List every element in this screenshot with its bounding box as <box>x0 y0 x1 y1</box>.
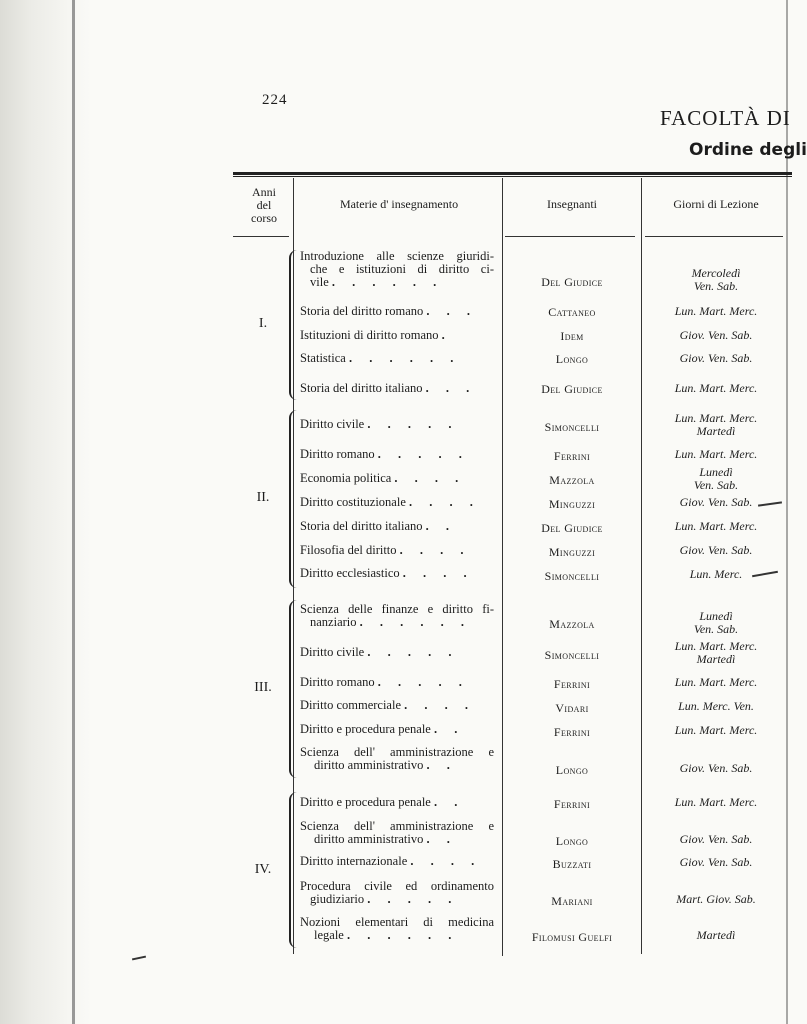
subject-line: giudiziario <box>310 892 365 906</box>
leader-dots: . . . . . <box>377 447 469 461</box>
days-line: Lun. Mart. Merc. <box>674 675 758 689</box>
days-line: Martedì <box>696 928 736 942</box>
subject-cell <box>300 567 494 580</box>
teacher-cell: Longo <box>555 352 589 366</box>
days-cell <box>644 796 788 809</box>
subject-cell <box>300 820 494 846</box>
teacher-cell: Cattaneo <box>548 305 596 319</box>
teacher-cell: Minguzzi <box>548 497 596 511</box>
header-subject: Materie d' insegnamento <box>339 197 459 211</box>
subject-cell <box>300 676 494 689</box>
header-year-line3: corso <box>251 211 277 225</box>
subject-line: che e istituzioni di diritto ci- <box>310 262 494 276</box>
subject-line: Economia politica <box>300 471 392 485</box>
days-cell <box>644 856 788 869</box>
year-brace <box>289 410 297 588</box>
subject-line: Diritto ecclesiastico <box>300 566 400 580</box>
subject-cell <box>300 352 494 365</box>
table-top-rule <box>233 172 792 175</box>
days-line: Giov. Ven. Sab. <box>679 761 753 775</box>
table-top-rule-thin <box>233 176 792 177</box>
days-cell <box>644 893 788 906</box>
leader-dots: . . . . <box>402 566 474 580</box>
subject-cell <box>300 329 494 342</box>
subject-line: Diritto civile <box>300 417 365 431</box>
subject-cell <box>300 880 494 906</box>
days-cell <box>644 724 788 737</box>
days-cell <box>644 676 788 689</box>
leader-dots: . . <box>425 519 457 533</box>
year-brace <box>289 250 297 400</box>
teacher-cell: Del Giudice <box>541 521 603 535</box>
subject-line: Diritto e procedura penale <box>300 722 431 736</box>
days-line: Giov. Ven. Sab. <box>679 832 753 846</box>
days-line: Lun. Mart. Merc. <box>674 795 758 809</box>
page-title: FACOLTÀ DI <box>660 106 791 130</box>
year-label: IV. <box>254 862 272 877</box>
days-line: Giov. Ven. Sab. <box>679 351 753 365</box>
days-line: Giov. Ven. Sab. <box>679 495 753 509</box>
page-number: 224 <box>262 92 288 108</box>
leader-dots: . . . . . <box>367 417 459 431</box>
subject-line: Diritto romano <box>300 447 375 461</box>
header-year <box>236 186 292 225</box>
leader-dots: . . . . <box>409 495 480 509</box>
year-brace <box>289 792 297 948</box>
days-line: Giov. Ven. Sab. <box>679 543 753 557</box>
days-line: Lun. Mart. Merc. <box>674 447 758 461</box>
teacher-cell: Ferrini <box>553 677 591 691</box>
subject-line: Statistica <box>300 351 346 365</box>
days-line: Lun. Mart. Merc. <box>674 304 758 318</box>
leader-dots: . . . . . . <box>359 615 472 629</box>
teacher-cell: Longo <box>555 763 589 777</box>
subject-line: Nozioni elementari di medicina <box>300 915 494 929</box>
teacher-cell: Simoncelli <box>544 648 600 662</box>
days-line: Lun. Merc. Ven. <box>678 699 754 713</box>
days-cell <box>644 929 788 942</box>
header-underline-year <box>233 236 289 237</box>
days-line: Ven. Sab. <box>693 622 739 636</box>
column-divider-subject <box>502 178 503 956</box>
scan-mark <box>132 956 146 961</box>
days-line: Lun. Mart. Merc. <box>674 639 758 653</box>
header-underline-days <box>645 236 783 237</box>
leader-dots: . <box>441 328 452 342</box>
subject-line: Diritto e procedura penale <box>300 795 431 809</box>
subject-cell <box>300 916 494 942</box>
days-line: Martedì <box>696 424 736 438</box>
teacher-cell: Mariani <box>551 894 593 908</box>
leader-dots: . . . . <box>404 698 476 712</box>
header-days: Giorni di Lezione <box>673 197 759 211</box>
days-line: Giov. Ven. Sab. <box>679 855 753 869</box>
leader-dots: . . <box>426 758 457 772</box>
days-cell <box>644 640 788 666</box>
days-line: Mercoledì <box>691 266 741 280</box>
subject-line: Diritto romano <box>300 675 375 689</box>
days-line: Lunedì <box>699 465 733 479</box>
leader-dots: . . . . <box>399 543 471 557</box>
leader-dots: . . . <box>425 381 477 395</box>
year-brace <box>289 600 297 778</box>
column-divider-teacher <box>641 178 642 954</box>
leader-dots: . . <box>433 722 465 736</box>
subject-cell <box>300 418 494 431</box>
days-cell <box>644 382 788 395</box>
teacher-cell: Ferrini <box>553 725 591 739</box>
subject-line: diritto amministrativo <box>314 832 424 846</box>
days-line: Lun. Mart. Merc. <box>674 381 758 395</box>
teacher-cell: Vidari <box>555 701 589 715</box>
header-year-line1: Anni <box>252 185 276 199</box>
leader-dots: . . . . <box>410 854 482 868</box>
leader-dots: . . . . . <box>367 645 459 659</box>
subject-line: Diritto internazionale <box>300 854 408 868</box>
days-line: Ven. Sab. <box>693 279 739 293</box>
days-cell <box>644 329 788 342</box>
days-cell <box>644 544 788 557</box>
subject-line: Istituzioni di diritto romano <box>300 328 439 342</box>
days-cell <box>644 610 788 636</box>
subject-line: Scienza dell' amministrazione e <box>300 819 494 833</box>
subject-cell <box>300 544 494 557</box>
leader-dots: . . . . . . <box>331 275 444 289</box>
days-cell <box>644 352 788 365</box>
binding-line <box>72 0 75 1024</box>
days-line: Lun. Mart. Merc. <box>674 411 758 425</box>
leader-dots: . . . . . . <box>346 928 459 942</box>
teacher-cell: Ferrini <box>553 449 591 463</box>
subject-cell <box>300 448 494 461</box>
subject-cell <box>300 382 494 395</box>
leader-dots: . . <box>426 832 457 846</box>
teacher-cell: Minguzzi <box>548 545 596 559</box>
subject-line: Diritto costituzionale <box>300 495 406 509</box>
subject-line: Scienza delle finanze e diritto fi- <box>300 602 494 616</box>
days-cell <box>644 448 788 461</box>
teacher-cell: Simoncelli <box>544 420 600 434</box>
subject-line: Procedura civile ed ordinamento <box>300 879 494 893</box>
days-cell <box>644 762 788 775</box>
subject-line: vile <box>310 275 329 289</box>
subject-cell <box>300 250 494 289</box>
subject-line: Storia del diritto romano <box>300 304 424 318</box>
leader-dots: . . . . . <box>377 675 469 689</box>
subject-cell <box>300 646 494 659</box>
leader-dots: . . . <box>426 304 477 318</box>
leader-dots: . . . . <box>394 471 466 485</box>
teacher-cell: Mazzola <box>549 473 595 487</box>
leader-dots: . . <box>433 795 465 809</box>
teacher-cell: Mazzola <box>549 617 595 631</box>
days-line: Martedì <box>696 652 736 666</box>
days-line: Giov. Ven. Sab. <box>679 328 753 342</box>
subject-line: Diritto civile <box>300 645 365 659</box>
days-cell <box>644 305 788 318</box>
subject-cell <box>300 472 494 485</box>
teacher-cell: Filomusi Guelfi <box>531 930 613 944</box>
days-line: Lun. Mart. Merc. <box>674 519 758 533</box>
header-teacher: Insegnanti <box>547 197 597 211</box>
days-line: Mart. Giov. Sab. <box>676 892 756 906</box>
days-cell <box>644 520 788 533</box>
subject-line: Introduzione alle scienze giuridi- <box>300 249 494 263</box>
subject-cell <box>300 603 494 629</box>
subject-line: nanziario <box>310 615 357 629</box>
days-cell <box>644 412 788 438</box>
leader-dots: . . . . . . <box>348 351 461 365</box>
days-cell <box>644 267 788 293</box>
subject-line: Scienza dell' amministrazione e <box>300 745 494 759</box>
days-line: Ven. Sab. <box>693 478 739 492</box>
subject-cell <box>300 855 494 868</box>
subject-line: Storia del diritto italiano <box>300 519 423 533</box>
days-cell <box>644 700 788 713</box>
subject-cell <box>300 746 494 772</box>
header-underline-teacher <box>505 236 635 237</box>
subject-line: Filosofia del diritto <box>300 543 397 557</box>
days-cell <box>644 466 788 492</box>
teacher-cell: Simoncelli <box>544 569 600 583</box>
subject-line: diritto amministrativo <box>314 758 424 772</box>
year-label: I. <box>258 316 268 331</box>
teacher-cell: Del Giudice <box>541 382 603 396</box>
teacher-cell: Buzzati <box>552 857 592 871</box>
subject-cell <box>300 796 494 809</box>
year-label: III. <box>254 680 272 695</box>
leader-dots: . . . . . <box>367 892 459 906</box>
days-cell <box>644 833 788 846</box>
teacher-cell: Del Giudice <box>541 275 603 289</box>
teacher-cell: Longo <box>555 834 589 848</box>
subject-cell <box>300 305 494 318</box>
teacher-cell: Ferrini <box>553 797 591 811</box>
page-gutter-shadow <box>0 0 92 1024</box>
days-line: Lun. Merc. <box>689 567 743 581</box>
subject-cell <box>300 723 494 736</box>
subject-cell <box>300 520 494 533</box>
year-label: II. <box>256 490 270 505</box>
page-subtitle: Ordine degli <box>689 140 807 160</box>
header-year-line2: del <box>256 198 272 212</box>
subject-line: Diritto commerciale <box>300 698 402 712</box>
subject-line: legale <box>314 928 344 942</box>
subject-cell <box>300 496 494 509</box>
days-line: Lun. Mart. Merc. <box>674 723 758 737</box>
subject-line: Storia del diritto italiano <box>300 381 423 395</box>
teacher-cell: Idem <box>560 329 584 343</box>
subject-cell <box>300 699 494 712</box>
days-line: Lunedì <box>699 609 733 623</box>
